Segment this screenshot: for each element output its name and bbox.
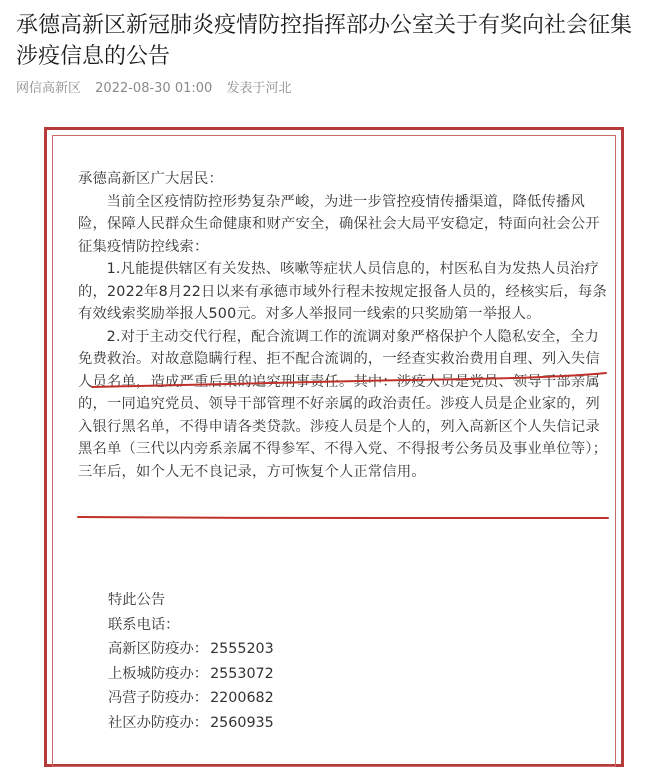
- notice-item-1: 1.凡能提供辖区有关发热、咳嗽等症状人员信息的，村医私自为发热人员治疗的，2022年8月22日以来有承德市域外行程未按规定报备人员的，经核实后，每条有效线索奖励举报人500元。对多人举报同一线索的只奖励第一举报人。: [78, 261, 607, 322]
- contact-phone-number: 2200682: [210, 690, 274, 707]
- source-account-link[interactable]: 网信高新区: [16, 81, 82, 96]
- contact-row: [108, 637, 274, 662]
- contact-row: [108, 662, 274, 687]
- notice-closing: [108, 588, 274, 736]
- notice-intro-paragraph: 当前全区疫情防控形势复杂严峻，为进一步管控疫情传播渠道，降低传播风险，保障人民群众生命健康和财产安全，确保社会大局平安稳定，特面向社会公开征集疫情防控线索：: [78, 193, 600, 255]
- publish-location: 发表于河北: [226, 81, 292, 96]
- contact-office-name: 高新区防疫办：: [108, 641, 209, 658]
- contact-phone-number: 2555203: [210, 641, 274, 658]
- notice-salutation: 承德高新区广大居民：: [78, 171, 223, 187]
- contact-label: 联系电话：: [108, 616, 180, 633]
- publish-datetime: 2022-08-30 01:00: [95, 81, 213, 96]
- contact-row: [108, 711, 274, 736]
- notice-body: [78, 168, 613, 483]
- contact-office-name: 冯营子防疫办：: [108, 690, 209, 707]
- closing-announcement: 特此公告: [108, 592, 166, 608]
- contact-office-name: 社区办防疫办：: [108, 714, 209, 731]
- article-title: 承德高新区新冠肺炎疫情防控指挥部办公室关于有奖向社会征集涉疫信息的公告: [16, 13, 633, 69]
- contact-phone-number: 2560935: [210, 714, 274, 731]
- article-meta: [16, 77, 301, 96]
- notice-item-2: 2.对于主动交代行程，配合流调工作的流调对象严格保护个人隐私安全，全力免费救治。对故意隐瞒行程、拒不配合流调的，一经查实救治费用自理、列入失信人员名单，造成严重后果的追究刑事责任。其中：涉疫人员是党员、领导干部亲属的，一同追究党员、领导干部管理不好亲属的政治责任。涉疫人员是企业家的，列入银行黑名单，不得申请各类贷款。涉疫人员是个人的，列入高新区个人失信记录黑名单（三代以内旁系亲属不得参军、不得入党、不得报考公务员及事业单位等）；三年后，如个人无不良记录，方可恢复个人正常信用。: [78, 328, 608, 480]
- contact-office-name: 上板城防疫办：: [108, 665, 209, 682]
- contact-phone-number: 2553072: [210, 665, 274, 682]
- contact-row: [108, 686, 274, 711]
